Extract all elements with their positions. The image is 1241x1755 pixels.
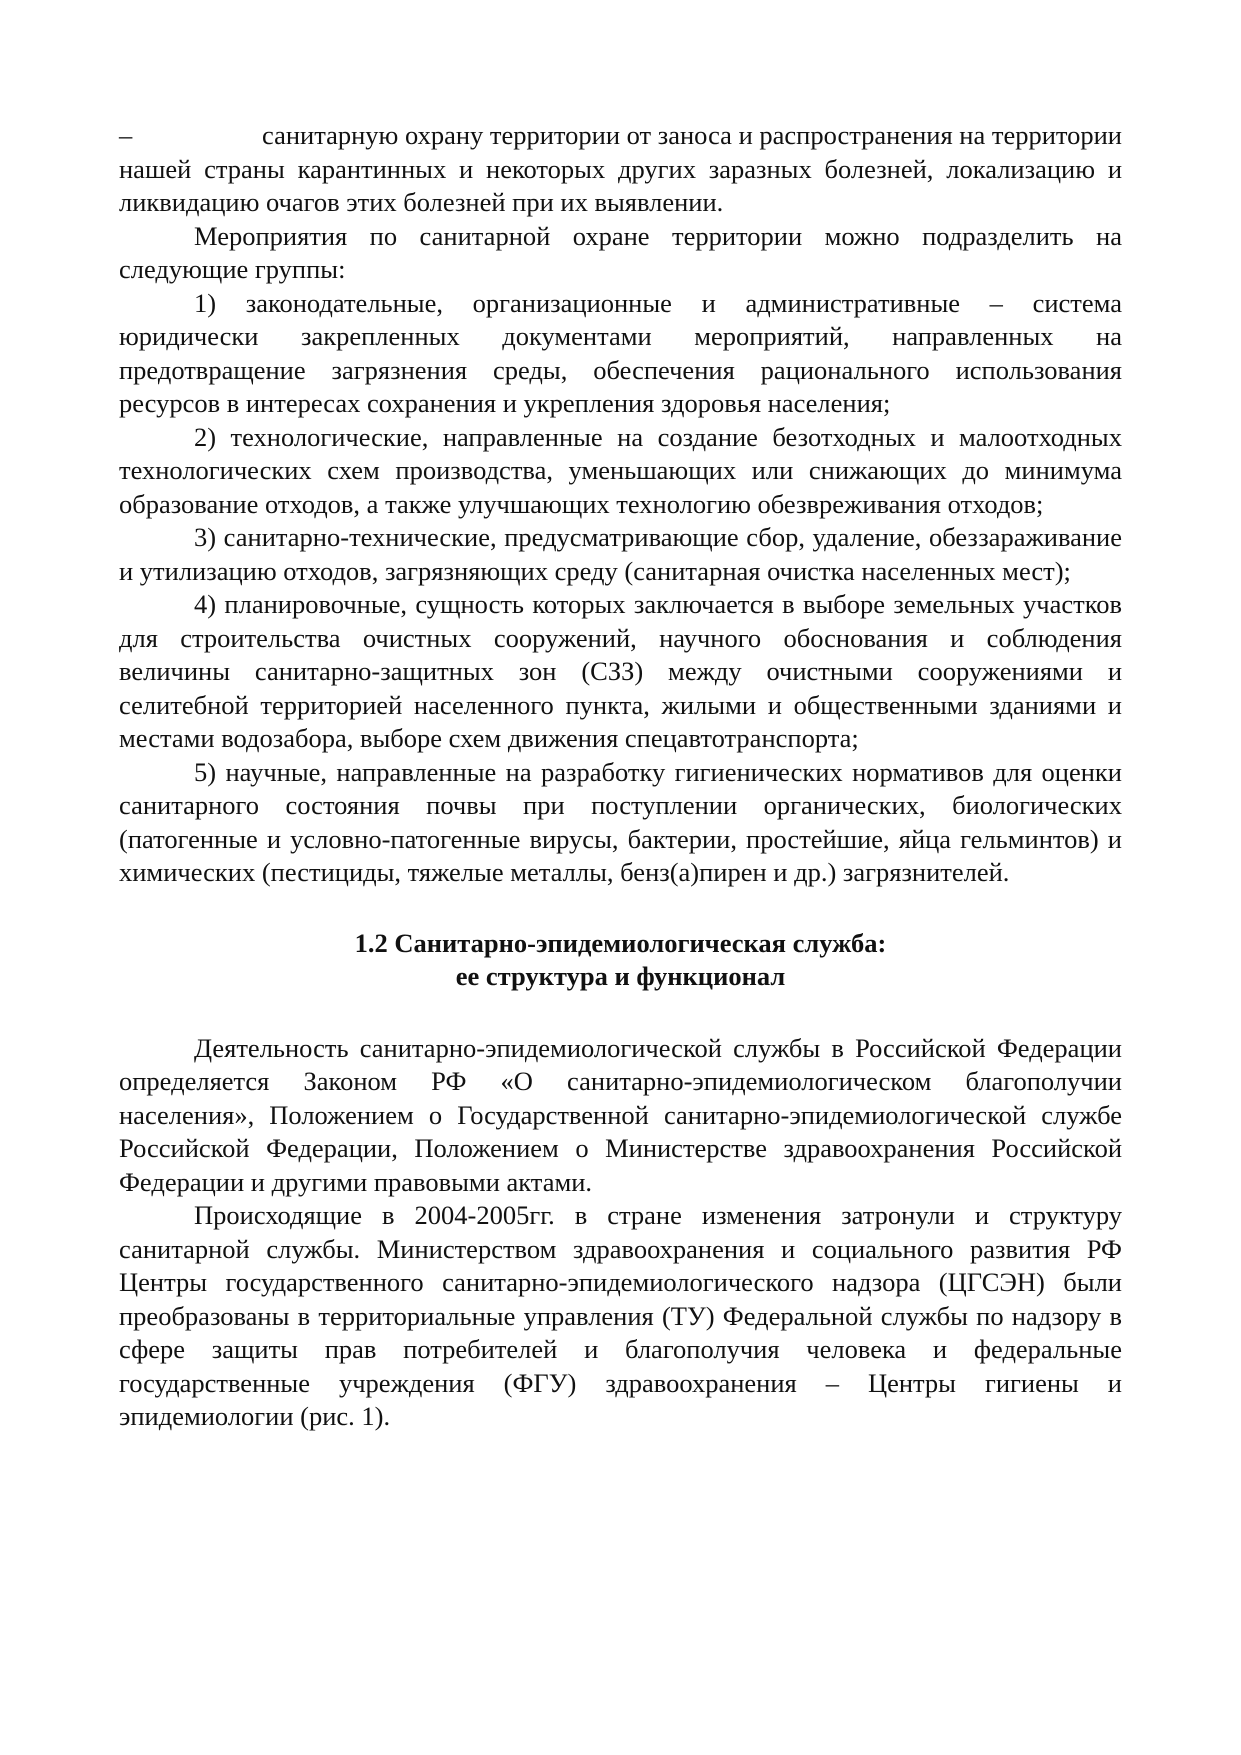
paragraph-planning: 4) планировочные, сущность которых заключается в выборе земельных участков для строительства очистных сооружений, научного обоснования и соблюдения величины санитарно-защитных зон (СЗЗ) между очистными сооружениями и селитебной территорией населенного пункта, жилыми и общественными зданиями и местами водозабора, выборе схем движения спецавтотранспорта;	[119, 589, 1122, 753]
paragraph-restructuring: Происходящие в 2004-2005гг. в стране изменения затронули и структуру санитарной службы. Министерством здравоохранения и социального развития РФ Центры государственного санитарно-эпидемиологического надзора (ЦГСЭН) были преобразованы в территориальные управления (ТУ) Федеральной службы по надзору в сфере защиты прав потребителей и благополучия человека и федеральные государственные учреждения (ФГУ) здравоохранения – Центры гигиены и эпидемиологии (рис. 1).	[119, 1200, 1122, 1431]
section-heading	[119, 927, 1122, 994]
paragraph-service-activity: Деятельность санитарно-эпидемиологической службы в Российской Федерации определяется Законом РФ «О санитарно-эпидемиологическом благополучии населения», Положением о Государственной санитарно-эпидемиологической службе Российской Федерации, Положением о Министерстве здравоохранения Российской Федерации и другими правовыми актами.	[119, 1032, 1122, 1197]
paragraph-legislative: 1) законодательные, организационные и административные – система юридически закрепленных документами мероприятий, направленных на предотвращение загрязнения среды, обеспечения рационального использования ресурсов в интересах сохранения и укрепления здоровья населения;	[119, 287, 1122, 418]
dash-bullet: –	[119, 120, 133, 150]
paragraph-sanitary-technical: 3) санитарно-технические, предусматривающие сбор, удаление, обеззараживание и утилизацию отходов, загрязняющих среду (санитарная очистка населенных мест);	[119, 522, 1122, 586]
section-heading-line-1: 1.2 Санитарно-эпидемиологическая служба:	[354, 927, 887, 958]
page-body	[119, 119, 1122, 1434]
section-heading-line-2: ее структура и функционал	[455, 961, 786, 991]
paragraph-technological: 2) технологические, направленные на создание безотходных и малоотходных технологических схем производства, уменьшающих или снижающих до минимума образование отходов, а также улучшающих технологию обезвреживания отходов;	[119, 421, 1122, 519]
paragraph-scientific: 5) научные, направленные на разработку гигиенических нормативов для оценки санитарного состояния почвы при поступлении органических, биологических (патогенные и условно-патогенные вирусы, бактерии, простейшие, яйца гельминтов) и химических (пестициды, тяжелые металлы, бенз(а)пирен и др.) загрязнителей.	[119, 756, 1122, 887]
paragraph-groups-intro: Мероприятия по санитарной охране территории можно подразделить на следующие группы:	[119, 220, 1122, 284]
list-item-text: санитарную охрану территории от заноса и распространения на территории нашей страны карантинных и некоторых других заразных болезней, локализацию и ликвидацию очагов этих болезней при их выявлении.	[119, 120, 1122, 217]
list-item-sanitary-protection	[119, 119, 1122, 220]
